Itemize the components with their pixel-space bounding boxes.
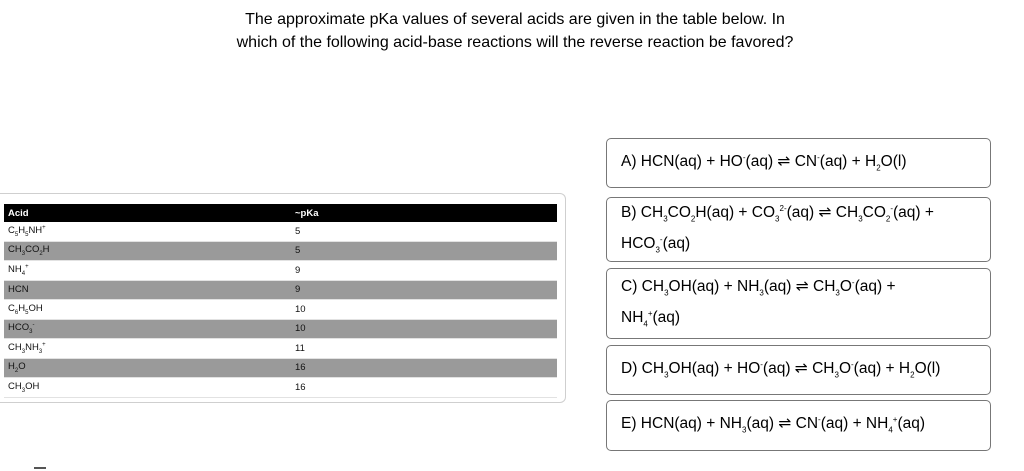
table-row [4,222,557,241]
pka-cell: 16 [290,358,557,378]
table-row [4,241,557,261]
pka-cell: 11 [290,339,557,359]
header-acid: Acid [4,204,290,222]
answer-option-text: E) $HCN(aq) + NH_3(aq)$ ⇌ $CN^-(aq) + NH_4^+(aq)$ [621,415,926,435]
pka-cell: 5 [290,241,557,261]
table-row [4,358,557,378]
answer-option-a[interactable] [606,138,991,188]
table-row [4,319,557,339]
question-text [205,9,825,54]
acid-cell: $NH_4^+$ [4,261,290,281]
pka-table-card [0,193,566,403]
acid-cell: $H_2O$ [4,358,290,378]
answer-option-text: C) $CH_3OH(aq) + NH_3(aq)$ ⇌ $CH_3O^-(aq)$ + $NH_4^+(aq)$ [621,278,896,328]
question-line-2: which of the following acid-base reactions will the reverse reaction be favored? [236,33,794,51]
pka-table [4,204,557,398]
answer-option-text: D) $CH_3OH(aq) + HO^-(aq)$ ⇌ $CH_3O^-(aq) + H_2O(l)$ [621,359,941,380]
scroll-indicator [34,467,46,469]
pka-cell: 5 [290,222,557,241]
acid-cell: $C_5H_5NH^+$ [4,222,290,241]
pka-cell: 10 [290,300,557,320]
pka-cell: 10 [290,319,557,339]
pka-cell: 9 [290,261,557,281]
acid-cell: $CH_3CO_2H$ [4,241,290,261]
pka-cell: 16 [290,378,557,398]
answer-option-text: A) HCN(aq) + HO-(aq) ⇌ $CN^-(aq) + H_2O(l)$ [621,152,907,173]
header-pka: ~pKa [290,204,557,222]
question-line-1: The approximate pKa values of several acids are given in the table below. In [245,11,785,28]
answer-option-c[interactable] [606,268,991,339]
acid-cell: $CH_3OH$ [4,378,290,398]
table-body [4,222,557,397]
answer-option-b[interactable] [606,197,991,262]
answer-option-d[interactable] [606,345,991,395]
answer-option-text: B) $CH_3CO_2H(aq) + CO_3^{2-}(aq)$ ⇌ $CH_3CO_2^-(aq)$ + $HCO_3^-(aq)$ [621,204,934,254]
acid-cell: $HCO_3^-$ [4,319,290,339]
table-row [4,261,557,281]
answer-option-e[interactable] [606,400,991,451]
table-row [4,378,557,398]
pka-cell: 9 [290,280,557,300]
table-header-row [4,204,557,222]
acid-cell: $C_6H_5OH$ [4,300,290,320]
acid-cell: $CH_3NH_3^+$ [4,339,290,359]
table-row [4,339,557,359]
table-row [4,300,557,320]
acid-cell: HCN [4,280,290,300]
table-row [4,280,557,300]
